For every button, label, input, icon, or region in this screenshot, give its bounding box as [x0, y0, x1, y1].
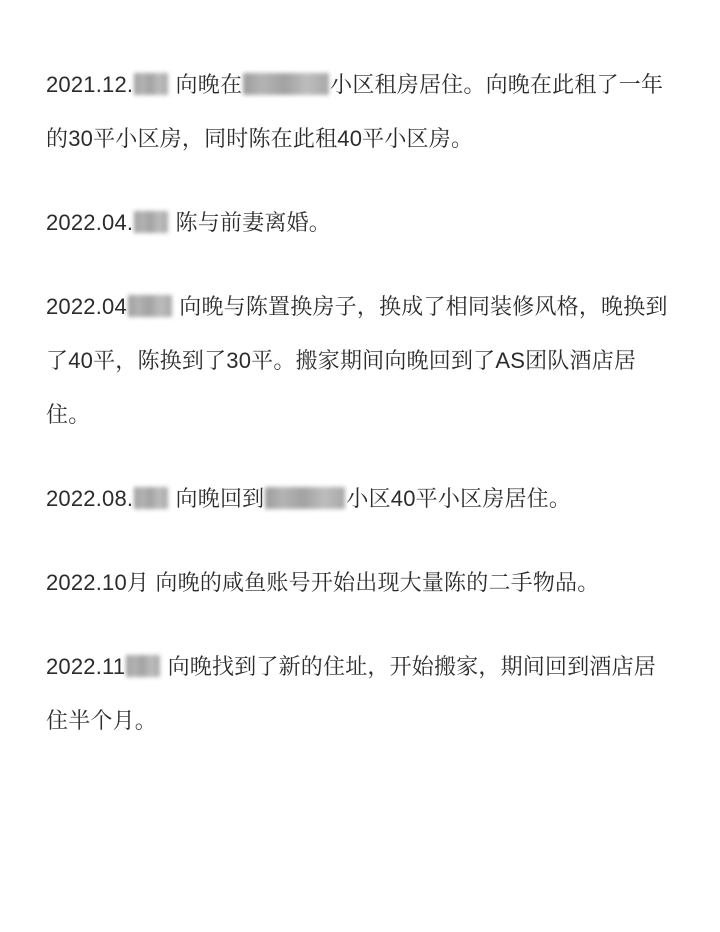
text-segment: 向晚找到了新的住址，开始搬家，期间回到酒店居住半个月。 — [46, 654, 657, 733]
text-segment: 2022.04. — [46, 210, 134, 235]
paragraph — [46, 280, 674, 442]
redaction-block — [128, 295, 172, 317]
text-segment: 向晚与陈置换房子，换成了相同装修风格，晚换到了40平，陈换到了30平。搬家期间向晚回到了AS团队酒店居住。 — [46, 294, 668, 427]
text-segment: 向晚回到 — [169, 486, 265, 511]
text-segment: 小区40平小区房居住。 — [346, 486, 572, 511]
paragraph — [46, 472, 674, 526]
text-segment: 2021.12. — [46, 72, 134, 97]
redaction-block — [134, 73, 168, 95]
text-segment: 小区租房居住。向晚在此租了一年的30平小区房，同时陈在此租40平小区房。 — [46, 72, 664, 151]
paragraph — [46, 58, 674, 166]
paragraph — [46, 640, 674, 748]
redaction-block — [243, 73, 329, 95]
text-segment: 2022.08. — [46, 486, 134, 511]
text-segment: 向晚在 — [169, 72, 243, 97]
redaction-block — [265, 487, 345, 509]
text-segment: 陈与前妻离婚。 — [169, 210, 331, 235]
redaction-block — [134, 487, 168, 509]
paragraph — [46, 556, 674, 610]
text-segment: 2022.04 — [46, 294, 127, 319]
text-segment: 2022.11 — [46, 654, 126, 679]
redaction-block — [126, 655, 160, 677]
paragraph — [46, 196, 674, 250]
text-segment: 2022.10月 向晚的咸鱼账号开始出现大量陈的二手物品。 — [46, 570, 600, 595]
timeline-text-body — [46, 58, 674, 748]
redaction-block — [134, 211, 168, 233]
